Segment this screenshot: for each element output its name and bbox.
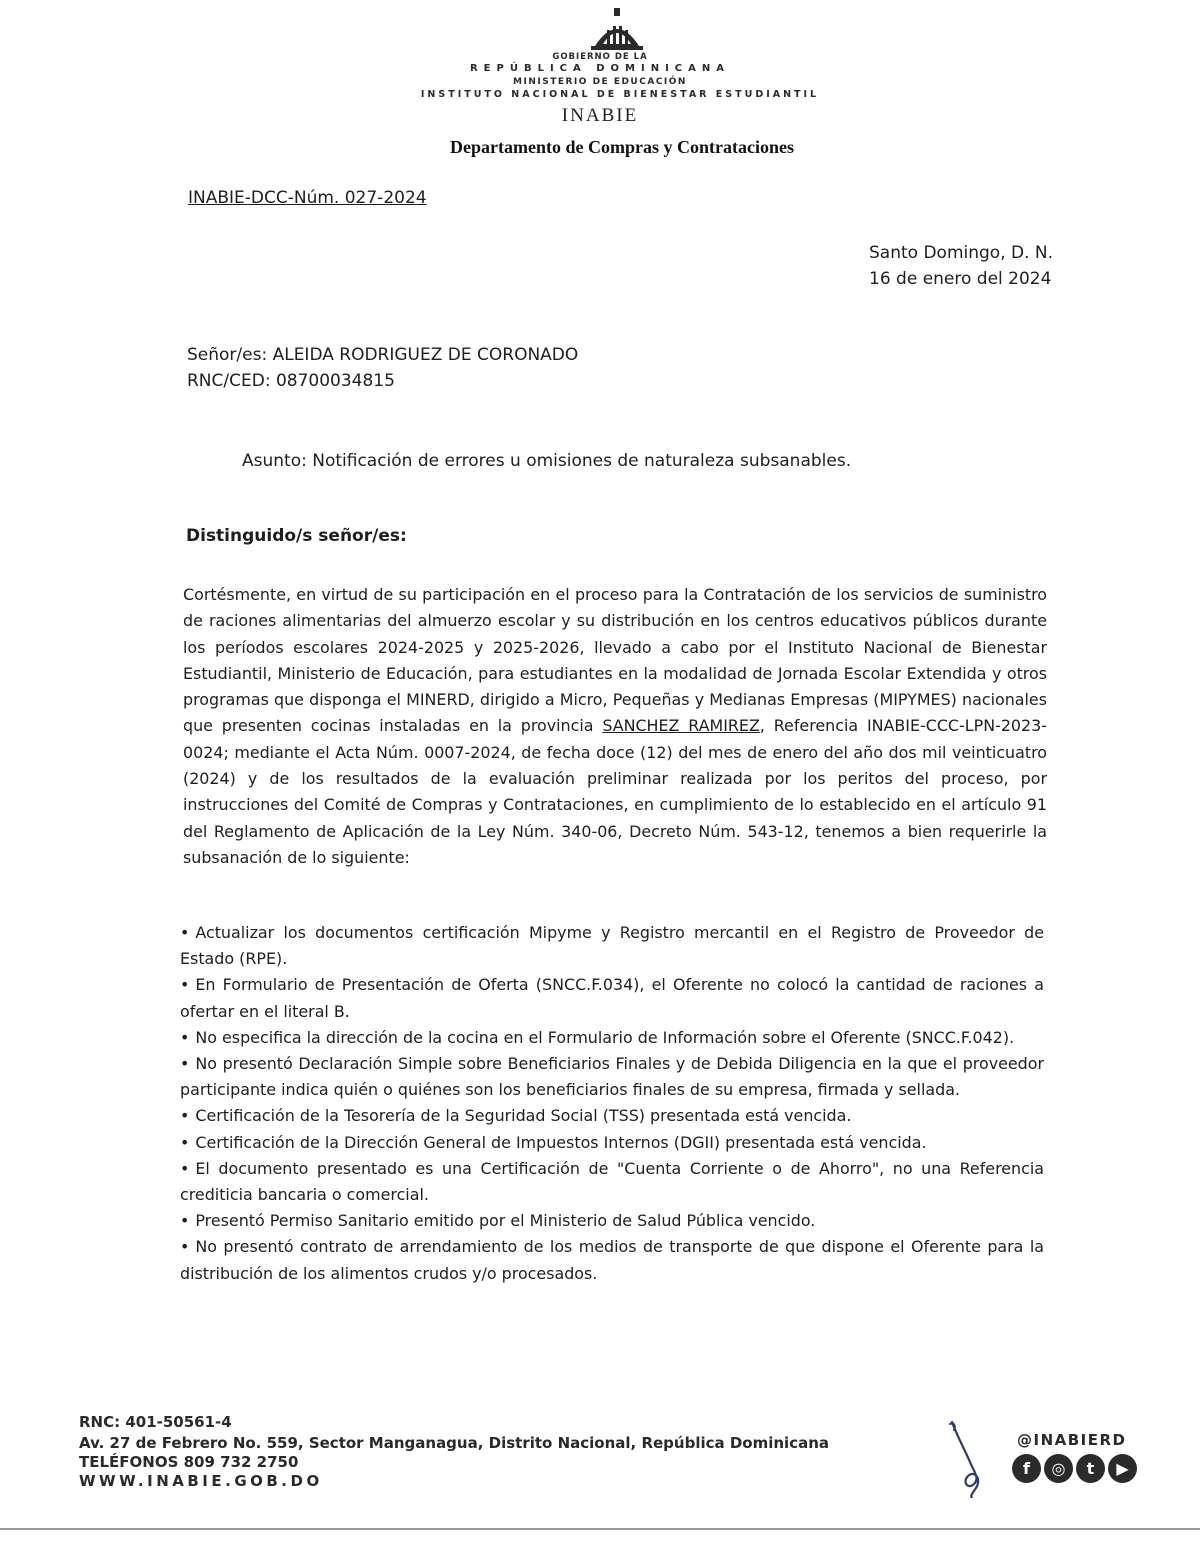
bullet-icon: • [180, 1158, 190, 1178]
province-name: SANCHEZ RAMIREZ [602, 716, 760, 736]
footer-address: Av. 27 de Febrero No. 559, Sector Manganagua, Distrito Nacional, República Dominicana [79, 1434, 830, 1452]
letter-subject: Asunto: Notificación de errores u omisiones de naturaleza subsanables. [242, 451, 852, 471]
social-icons [1012, 1454, 1137, 1483]
institution-acronym: INABIE [561, 105, 639, 126]
facebook-icon[interactable]: f [1012, 1454, 1041, 1483]
bullet-icon: • [180, 1237, 190, 1257]
footer-rnc: RNC: 401-50561-4 [79, 1413, 232, 1431]
list-item: • No presentó Declaración Simple sobre Beneficiarios Finales y de Debida Diligencia en la que el proveedor participante indica quién o quiénes son los beneficiarios finales de su empresa, firmada y sellada. [180, 1054, 1044, 1100]
recipient-name: Señor/es: ALEIDA RODRIGUEZ DE CORONADO [187, 345, 579, 365]
bullet-icon: • [180, 975, 190, 995]
bullet-icon: • [180, 1132, 190, 1152]
list-item: • No presentó contrato de arrendamiento de los medios de transporte de que dispone el Oferente para la distribución de los alimentos crudos y/o procesados. [180, 1237, 1044, 1283]
bullet-icon: • [180, 923, 190, 942]
bottom-divider [0, 1528, 1200, 1530]
recipient-rnc: RNC/CED: 08700034815 [187, 371, 395, 391]
list-item: • Certificación de la Tesorería de la Seguridad Social (TSS) presentada está vencida. [180, 1106, 852, 1126]
department-title: Departamento de Compras y Contrataciones [450, 137, 794, 157]
list-item: • No especifica la dirección de la cocina en el Formulario de Información sobre el Oferente (SNCC.F.042). [180, 1027, 1015, 1047]
bullet-icon: • [180, 1106, 190, 1126]
footer-phones: TELÉFONOS 809 732 2750 [79, 1453, 299, 1471]
bullet-icon: • [180, 1027, 190, 1047]
twitter-icon[interactable]: t [1076, 1454, 1105, 1483]
bullet-icon: • [180, 1211, 190, 1231]
requirements-list [180, 920, 1044, 1287]
letter-reference: INABIE-DCC-Núm. 027-2024 [188, 188, 427, 208]
instagram-icon[interactable]: ◎ [1044, 1454, 1073, 1483]
list-item: • Presentó Permiso Sanitario emitido por el Ministerio de Salud Pública vencido. [180, 1211, 816, 1231]
gov-line-4: INSTITUTO NACIONAL DE BIENESTAR ESTUDIANTIL [420, 89, 820, 100]
letter-greeting: Distinguido/s señor/es: [186, 526, 407, 546]
coat-of-arms-icon [585, 8, 649, 54]
gov-line-3: MINISTERIO DE EDUCACIÓN [513, 77, 687, 87]
signature-icon [944, 1418, 994, 1498]
bullet-icon: • [180, 1054, 190, 1074]
footer-website[interactable]: WWW.INABIE.GOB.DO [79, 1472, 323, 1490]
gov-line-2: REPÚBLICA DOMINICANA [469, 63, 730, 74]
body-text-part1: Cortésmente, en virtud de su participación en el proceso para la Contratación de los servicios de suministro de raciones alimentarias del almuerzo escolar y su distribución en los centros educativos públicos durante los períodos escolares 2024-2025 y 2025-2026, llevado a cabo por el Instituto Nacional de Bienestar Estudiantil, Ministerio de Educación, para estudiantes en la modalidad de Jornada Escolar Extendida y otros programas que disponga el MINERD, dirigido a Micro, Pequeñas y Medianas Empresas (MIPYMES) nacionales que presenten cocinas instaladas en la provincia [183, 585, 1047, 736]
list-item: • Actualizar los documentos certificación Mipyme y Registro mercantil en el Registro de Proveedor de Estado (RPE). [180, 923, 1044, 969]
social-handle: @INABIERD [1017, 1431, 1127, 1449]
list-item: • Certificación de la Dirección General de Impuestos Internos (DGII) presentada está vencida. [180, 1132, 927, 1152]
list-item: • En Formulario de Presentación de Oferta (SNCC.F.034), el Oferente no colocó la cantidad de raciones a ofertar en el literal B. [180, 975, 1044, 1021]
letter-date: 16 de enero del 2024 [869, 269, 1052, 289]
list-item: • El documento presentado es una Certificación de "Cuenta Corriente o de Ahorro", no una Referencia crediticia bancaria o comercial. [180, 1158, 1044, 1205]
gov-line-1: GOBIERNO DE LA [552, 52, 648, 62]
youtube-icon[interactable]: ▶ [1108, 1454, 1137, 1483]
body-text-part2: , Referencia INABIE-CCC-LPN-2023-0024; mediante el Acta Núm. 0007-2024, de fecha doce (12) del mes de enero del año dos mil veinticuatro (2024) y de los resultados de la evaluación preliminar realizada por los peritos del proceso, por instrucciones del Comité de Compras y Contrataciones, en cumplimiento de lo establecido en el artículo 91 del Reglamento de Aplicación de la Ley Núm. 340-06, Decreto Núm. 543-12, tenemos a bien requerirle la subsanación de lo siguiente: [183, 716, 1047, 867]
letter-place: Santo Domingo, D. N. [869, 243, 1054, 263]
body-paragraph [183, 582, 1047, 871]
